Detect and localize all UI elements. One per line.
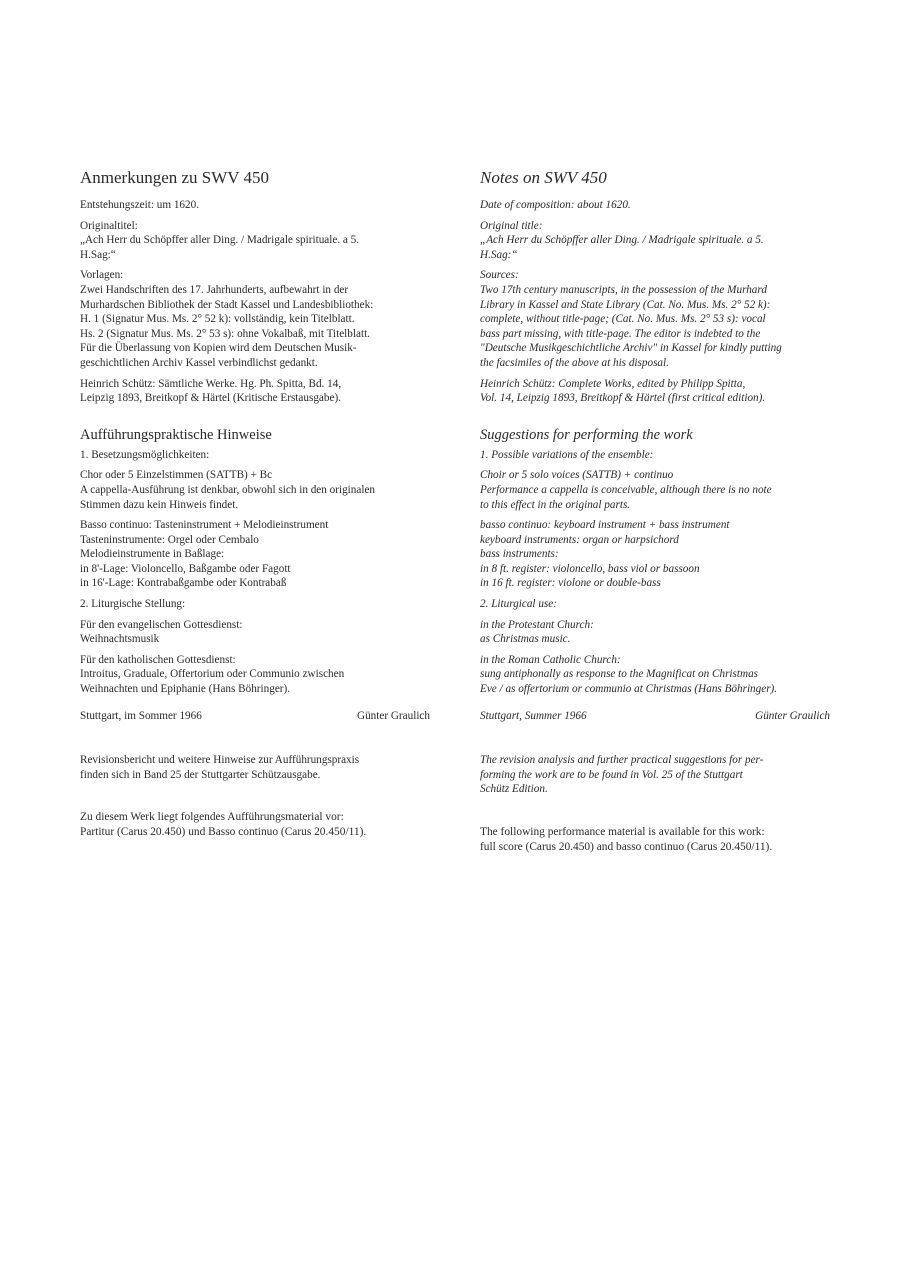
german-revision-note: [80, 753, 430, 782]
german-catholic-line: Für den katholischen Gottesdienst:: [80, 653, 236, 666]
german-catholic-line: Introitus, Graduale, Offertorium oder Communio zwischen: [80, 668, 345, 681]
german-performance-title: Aufführungspraktische Hinweise: [80, 426, 272, 443]
english-ensemble-line: Performance a cappella is conceivable, although there is no note: [480, 483, 772, 496]
german-continuo-line: in 16'-Lage: Kontrabaßgambe oder Kontrabaß: [80, 577, 287, 590]
english-continuo-line: in 16 ft. register: violone or double-bass: [480, 577, 661, 590]
english-material-line: full score (Carus 20.450) and basso continuo (Carus 20.450/11).: [480, 840, 773, 853]
english-revision-line: Schütz Edition.: [480, 783, 548, 796]
english-author: Günter Graulich: [755, 709, 830, 722]
german-original-title: [80, 219, 430, 263]
english-material-note: [480, 825, 830, 854]
english-catholic-line: Eve / as offertorium or communio at Christmas (Hans Böhringer).: [480, 683, 778, 696]
english-date: Date of composition: about 1620.: [480, 199, 631, 211]
english-ensemble: [480, 448, 830, 463]
english-catholic-line: sung antiphonally as response to the Magnificat on Christmas: [480, 668, 759, 681]
english-revision-line: The revision analysis and further practical suggestions for per-: [480, 754, 764, 767]
german-sources-line: Zwei Handschriften des 17. Jahrhunderts, aufbewahrt in der: [80, 283, 349, 296]
english-revision-note: [480, 753, 830, 797]
german-author: Günter Graulich: [356, 709, 430, 722]
german-sources-label: Vorlagen:: [80, 269, 124, 282]
english-catholic: [480, 653, 830, 697]
english-sources: [480, 268, 830, 370]
english-orig-line: „Ach Herr du Schöpffer aller Ding. / Madrigale spirituale. a 5.: [480, 234, 764, 247]
english-edition-line: Vol. 14, Leipzig 1893, Breitkopf & Härtel (first critical edition).: [480, 392, 766, 405]
german-place: Stuttgart, im Sommer 1966: [80, 709, 202, 722]
german-signature: [80, 709, 430, 724]
english-signature: [480, 709, 830, 724]
german-edition-line: Heinrich Schütz: Sämtliche Werke. Hg. Ph. Spitta, Bd. 14,: [80, 377, 342, 390]
german-sources-line: H. 1 (Signatur Mus. Ms. 2° 52 k): vollständig, kein Titelblatt.: [80, 313, 355, 326]
english-material-line: The following performance material is available for this work:: [480, 826, 765, 838]
german-sources-line: Murhardschen Bibliothek der Stadt Kassel und Landesbibliothek:: [80, 298, 374, 311]
english-continuo: [480, 518, 830, 591]
english-sources-line: complete, without title-page; (Cat. No. Mus. Ms. 2° 53 s): vocal: [480, 313, 766, 326]
english-edition: [480, 377, 830, 406]
english-revision-line: forming the work are to be found in Vol. 25 of the Stuttgart: [480, 768, 743, 781]
english-continuo-line: in 8 ft. register: violoncello, bass viol or bassoon: [480, 562, 700, 575]
german-orig-line: H.Sag:“: [80, 248, 116, 261]
german-orig-line: „Ach Herr du Schöpffer aller Ding. / Madrigale spirituale. a 5.: [80, 234, 360, 247]
english-sources-line: the facsimiles of the above at his disposal.: [480, 356, 669, 369]
english-ensemble-line: to this effect in the original parts.: [480, 498, 631, 511]
german-catholic-line: Weihnachten und Epiphanie (Hans Böhringer).: [80, 683, 291, 696]
english-sources-line: "Deutsche Musikgeschichtliche Archiv" in Kassel for kindly putting: [480, 342, 782, 355]
english-protestant: [480, 618, 830, 647]
english-continuo-line: basso continuo: keyboard instrument + bass instrument: [480, 519, 730, 532]
german-ensemble-line: Stimmen dazu kein Hinweis findet.: [80, 498, 239, 511]
german-date: Entstehungszeit: um 1620.: [80, 199, 200, 211]
german-orig-label: Originaltitel:: [80, 219, 138, 232]
english-sources-line: bass part missing, with title-page. The editor is indebted to the: [480, 327, 761, 340]
german-material-line: Zu diesem Werk liegt folgendes Aufführungsmaterial vor:: [80, 811, 344, 824]
english-performance-title: Suggestions for performing the work: [480, 426, 693, 443]
german-ensemble-label: 1. Besetzungsmöglichkeiten:: [80, 448, 210, 461]
german-sources-line: geschichtlichen Archiv Kassel verbindlichst gedankt.: [80, 356, 318, 369]
german-sources-line: Für die Überlassung von Kopien wird dem Deutschen Musik-: [80, 342, 357, 355]
german-ensemble-text: [80, 468, 430, 512]
english-column: [480, 168, 830, 854]
german-material-line: Partitur (Carus 20.450) und Basso continuo (Carus 20.450/11).: [80, 826, 367, 838]
german-ensemble: [80, 448, 430, 463]
german-title: Anmerkungen zu SWV 450: [80, 168, 270, 187]
german-ensemble-line: A cappella-Ausführung ist denkbar, obwohl sich in den originalen: [80, 483, 376, 496]
english-sources-label: Sources:: [480, 269, 519, 282]
english-edition-line: Heinrich Schütz: Complete Works, edited by Philipp Spitta,: [480, 377, 746, 390]
german-sources-line: Hs. 2 (Signatur Mus. Ms. 2° 53 s): ohne Vokalbaß, mit Titelblatt.: [80, 327, 370, 340]
german-liturgical-label: 2. Liturgische Stellung:: [80, 598, 186, 611]
english-continuo-line: bass instruments:: [480, 548, 559, 561]
english-ensemble-line: Choir or 5 solo voices (SATTB) + continuo: [480, 469, 674, 482]
english-ensemble-text: [480, 468, 830, 512]
english-place: Stuttgart, Summer 1966: [480, 709, 587, 722]
english-protestant-line: in the Protestant Church:: [480, 618, 594, 631]
german-protestant: [80, 618, 430, 647]
german-continuo: [80, 518, 430, 591]
english-protestant-line: as Christmas music.: [480, 633, 571, 646]
english-continuo-line: keyboard instruments: organ or harpsichord: [480, 533, 679, 546]
english-orig-line: H.Sag:“: [480, 248, 518, 261]
german-catholic: [80, 653, 430, 697]
english-sources-line: Two 17th century manuscripts, in the possession of the Murhard: [480, 283, 767, 296]
german-edition: [80, 377, 430, 406]
german-revision-line: finden sich in Band 25 der Stuttgarter Schützausgabe.: [80, 768, 321, 781]
german-material-note: [80, 810, 430, 839]
german-revision-line: Revisionsbericht und weitere Hinweise zur Aufführungspraxis: [80, 754, 360, 767]
german-protestant-line: Für den evangelischen Gottesdienst:: [80, 618, 243, 631]
german-sources: [80, 268, 430, 370]
english-title: Notes on SWV 450: [480, 168, 607, 187]
german-continuo-line: in 8'-Lage: Violoncello, Baßgambe oder Fagott: [80, 562, 291, 575]
german-protestant-line: Weihnachtsmusik: [80, 633, 160, 646]
english-liturgical-label: 2. Liturgical use:: [480, 598, 557, 611]
german-continuo-line: Basso continuo: Tasteninstrument + Melodieinstrument: [80, 519, 329, 532]
english-original-title: [480, 219, 830, 263]
german-ensemble-line: Chor oder 5 Einzelstimmen (SATTB) + Bc: [80, 469, 273, 482]
english-sources-line: Library in Kassel and State Library (Cat. No. Mus. Ms. 2° 52 k):: [480, 298, 771, 311]
german-continuo-line: Melodieinstrumente in Baßlage:: [80, 548, 225, 561]
german-continuo-line: Tasteninstrumente: Orgel oder Cembalo: [80, 533, 259, 546]
english-ensemble-label: 1. Possible variations of the ensemble:: [480, 448, 654, 461]
german-column: [80, 168, 430, 840]
english-orig-label: Original title:: [480, 219, 543, 232]
english-catholic-line: in the Roman Catholic Church:: [480, 653, 621, 666]
german-edition-line: Leipzig 1893, Breitkopf & Härtel (Kritische Erstausgabe).: [80, 392, 341, 405]
